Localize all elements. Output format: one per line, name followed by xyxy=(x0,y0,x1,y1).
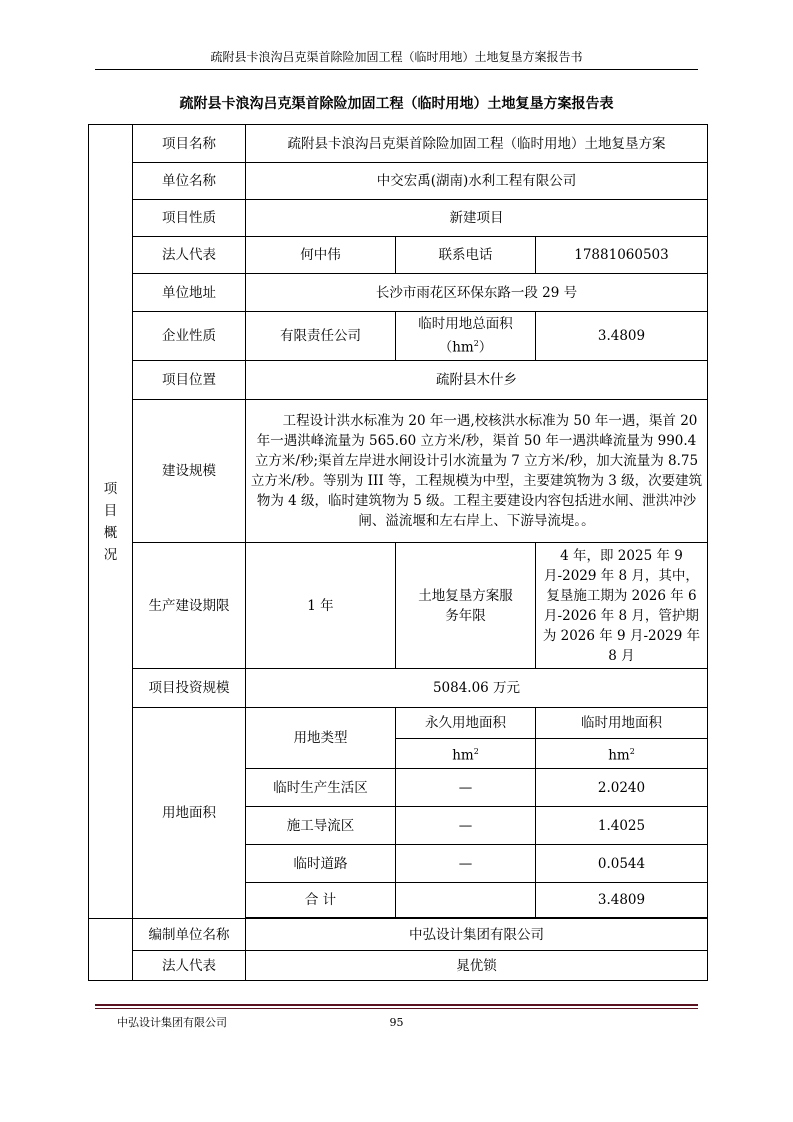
label-enterprise-nature: 企业性质 xyxy=(133,312,246,361)
header-land-type: 用地类型 xyxy=(246,708,396,769)
header-permanent-area: 永久用地面积 xyxy=(396,708,536,739)
label-phone: 联系电话 xyxy=(396,237,536,274)
value-address: 长沙市雨花区环保东路一段 29 号 xyxy=(246,274,708,312)
temporary-value: 0.0544 xyxy=(536,845,708,883)
value-investment: 5084.06 万元 xyxy=(246,669,708,708)
row-unit-name xyxy=(89,163,708,200)
permanent-value-total xyxy=(396,883,536,918)
label-project-nature: 项目性质 xyxy=(133,200,246,237)
label-temp-total-area: 临时用地总面积 $(hm^2)$ xyxy=(396,312,536,361)
label-compiler-unit: 编制单位名称 xyxy=(133,919,246,951)
label-construction-scale: 建设规模 xyxy=(133,400,246,543)
temporary-value: 2.0240 xyxy=(536,769,708,807)
value-project-name: 疏附县卡浪沟吕克渠首除险加固工程（临时用地）土地复垦方案 xyxy=(246,125,708,163)
value-construction-period: 1 年 xyxy=(246,543,396,669)
label-investment: 项目投资规模 xyxy=(133,669,246,708)
footer-company: 中弘设计集团有限公司 xyxy=(117,1016,227,1029)
value-service-years: 4 年，即 2025 年 9 月-2029 年 8 月，其中，复垦施工期为 2026 年 6 月-2026 年 8 月，管护期为 2026 年 9 月-2029 年 8 月 xyxy=(536,543,708,669)
row-land-header-1 xyxy=(89,708,708,739)
page-number: 95 xyxy=(389,1016,404,1029)
value-enterprise-nature: 有限责任公司 xyxy=(246,312,396,361)
label-location: 项目位置 xyxy=(133,361,246,400)
label-compiler-rep: 法人代表 xyxy=(133,951,246,981)
value-compiler-rep: 晁优锁 xyxy=(246,951,708,981)
row-compiler-rep xyxy=(89,951,708,981)
row-compiler-unit xyxy=(89,919,708,951)
land-type: 临时生产生活区 xyxy=(246,769,396,807)
label-address: 单位地址 xyxy=(133,274,246,312)
row-address xyxy=(89,274,708,312)
land-type-total: 合 计 xyxy=(246,883,396,918)
permanent-value: — xyxy=(396,845,536,883)
value-construction-scale: 工程设计洪水标准为 20 年一遇,校核洪水标准为 50 年一遇，渠首 20 年一遇洪峰流量为 565.60 立方米/秒，渠首 50 年一遇洪峰流量为 990.4 立方米/秒;渠首左岸进水闸设计引水流量为 7 立方米/秒，加大流量为 8.75 立方米/秒。等别为 III 等，工程规模为中型，主要建筑物为 3 级，次要建筑物为 4 级，临时建筑物为 5 级。工程主要建设内容包括进水闸、泄洪冲沙闸、溢流堰和左右岸上、下游导流堤。。 xyxy=(246,400,708,543)
row-construction-scale xyxy=(89,400,708,543)
header-rule xyxy=(95,69,698,70)
report-form-table xyxy=(88,124,708,981)
value-unit-name: 中交宏禹(湖南)水利工程有限公司 xyxy=(246,163,708,200)
row-investment xyxy=(89,669,708,708)
form-title: 疏附县卡浪沟吕克渠首除险加固工程（临时用地）土地复垦方案报告表 xyxy=(179,96,614,112)
value-legal-rep: 何中伟 xyxy=(246,237,396,274)
row-project-nature xyxy=(89,200,708,237)
label-legal-rep: 法人代表 xyxy=(133,237,246,274)
label-land-area: 用地面积 xyxy=(133,708,246,919)
row-legal-rep xyxy=(89,237,708,274)
temporary-value-total: 3.4809 xyxy=(536,883,708,918)
permanent-value: — xyxy=(396,769,536,807)
value-temp-total-area: 3.4809 xyxy=(536,312,708,361)
row-location xyxy=(89,361,708,400)
row-period xyxy=(89,543,708,669)
section-label-project-overview: 项目概况 xyxy=(89,125,133,919)
land-type: 临时道路 xyxy=(246,845,396,883)
permanent-value: — xyxy=(396,807,536,845)
label-unit-name: 单位名称 xyxy=(133,163,246,200)
header-temporary-area: 临时用地面积 xyxy=(536,708,708,739)
label-service-years: 土地复垦方案服 务年限 xyxy=(396,543,536,669)
footer-rule xyxy=(95,1004,698,1006)
temporary-value: 1.4025 xyxy=(536,807,708,845)
row-enterprise xyxy=(89,312,708,361)
value-phone: 17881060503 xyxy=(536,237,708,274)
land-type: 施工导流区 xyxy=(246,807,396,845)
unit-permanent: $hm^2$ xyxy=(396,739,536,769)
row-project-name xyxy=(89,125,708,163)
label-construction-period: 生产建设期限 xyxy=(133,543,246,669)
value-compiler-unit: 中弘设计集团有限公司 xyxy=(246,919,708,951)
label-project-name: 项目名称 xyxy=(133,125,246,163)
unit-temporary: $hm^2$ xyxy=(536,739,708,769)
running-header: 疏附县卡浪沟吕克渠首除险加固工程（临时用地）土地复垦方案报告书 xyxy=(210,50,583,64)
footer-rule-thin xyxy=(95,1008,698,1009)
value-location: 疏附县木什乡 xyxy=(246,361,708,400)
value-project-nature: 新建项目 xyxy=(246,200,708,237)
